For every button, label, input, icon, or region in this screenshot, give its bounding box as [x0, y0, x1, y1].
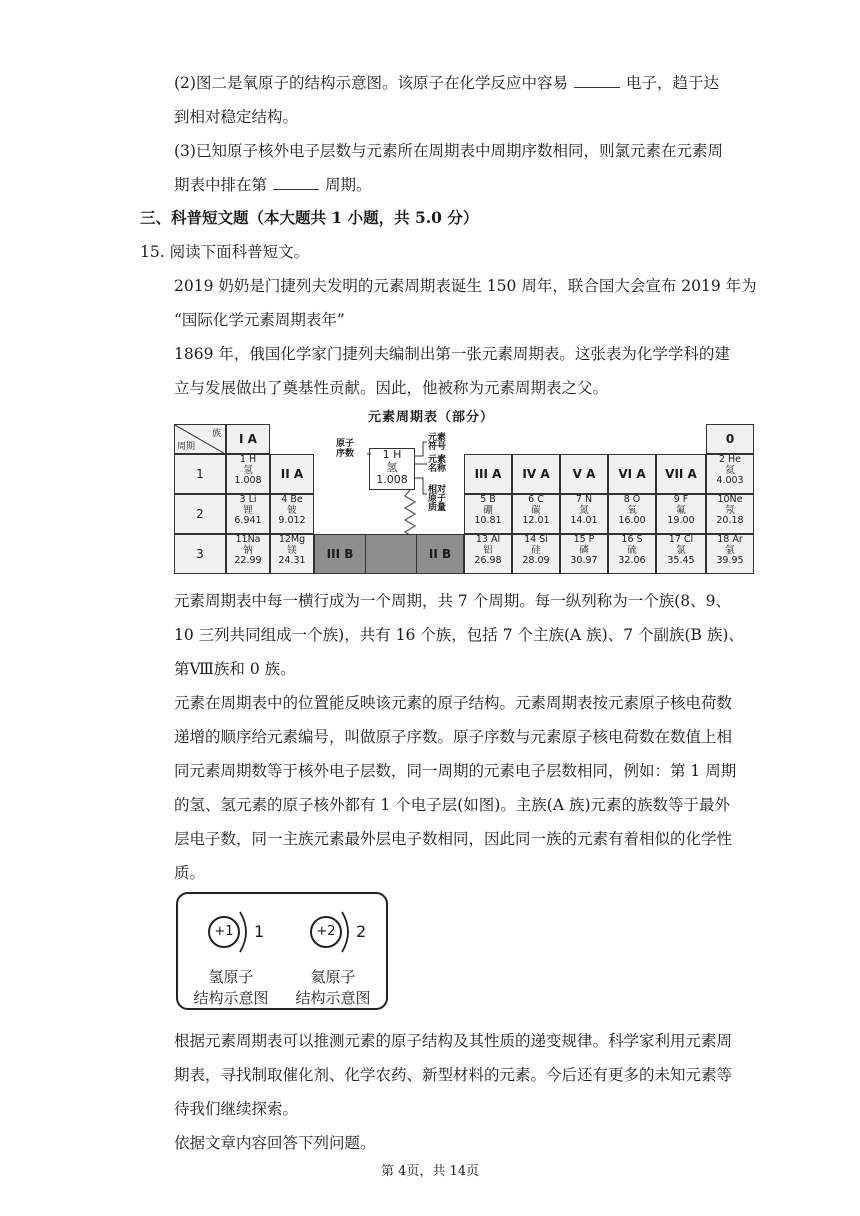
group-label: III B — [326, 547, 354, 561]
element-symbol: 7 N — [575, 494, 593, 505]
element-cell-O — [608, 494, 656, 534]
q15-para3-line2: 10 三列共同组成一个族)，共有 16 个族，包括 7 个主族(A 族)、7 个副族(B 族)、 — [174, 626, 744, 644]
helium-shell-electrons: 2 — [356, 922, 367, 941]
group-label: II A — [280, 467, 304, 481]
group-label: VI A — [618, 467, 646, 481]
group-label: II B — [428, 547, 452, 561]
element-cell-Cl — [656, 534, 706, 574]
transition-metals-gap — [366, 534, 416, 574]
period-number: 2 — [196, 507, 204, 521]
section-heading: 三、科普短文题（本大题共 1 小题，共 5.0 分） — [140, 208, 479, 227]
q15-intro: 15. 阅读下面科普短文。 — [140, 243, 310, 261]
element-mass: 32.06 — [618, 555, 646, 566]
group-header-IIIA — [464, 454, 512, 494]
element-symbol: 6 C — [528, 494, 544, 505]
q15-para4-line6: 质。 — [174, 864, 206, 882]
element-name: 铝 — [483, 544, 493, 556]
group-header-VA — [560, 454, 608, 494]
group-label: I A — [239, 432, 257, 446]
element-mass: 39.95 — [716, 555, 744, 566]
element-name: 氮 — [579, 504, 589, 516]
element-mass: 1.008 — [234, 475, 262, 486]
atom-structure-figure — [176, 892, 388, 1010]
element-symbol: 8 O — [623, 494, 641, 505]
element-symbol: 18 Ar — [717, 534, 743, 545]
legend-sample-mass: 1.008 — [376, 473, 408, 486]
element-symbol: 17 Cl — [668, 534, 694, 545]
q14-part2-line1 — [174, 72, 719, 94]
element-cell-Al — [464, 534, 512, 574]
q15-para1-line1: 2019 奶奶是门捷列夫发明的元素周期表诞生 150 周年，联合国大会宣布 2019 年为 — [174, 277, 757, 295]
group-header-IIIB — [314, 534, 366, 574]
group-header-IVA — [512, 454, 560, 494]
element-name: 硼 — [483, 504, 493, 516]
element-symbol: 5 B — [480, 494, 496, 505]
group-header-IA — [226, 424, 270, 454]
legend-arrows — [357, 432, 437, 502]
q14-part3-line1: (3)已知原子核外电子层数与元素所在周期表中周期序数相同，则氯元素在元素周 — [174, 142, 723, 160]
element-cell-Be — [270, 494, 314, 534]
q15-para6: 依据文章内容回答下列问题。 — [174, 1134, 376, 1152]
helium-shell-arc — [338, 910, 358, 954]
group-label: V A — [572, 467, 596, 481]
q15-para1-line2: “国际化学元素周期表年” — [174, 311, 345, 329]
element-name: 氩 — [725, 544, 735, 556]
table-corner — [174, 424, 226, 454]
q15-para2-line1: 1869 年，俄国化学家门捷列夫编制出第一张元素周期表。这张表为化学学科的建 — [174, 345, 730, 363]
element-cell-Mg — [270, 534, 314, 574]
element-mass: 35.45 — [667, 555, 695, 566]
element-symbol: 3 Li — [239, 494, 257, 505]
element-mass: 14.01 — [570, 515, 598, 526]
hydrogen-shell-arc — [236, 910, 256, 954]
q15-para3-line3: 第Ⅷ族和 0 族。 — [174, 660, 296, 678]
element-cell-Na — [226, 534, 270, 574]
helium-label-2: 结构示意图 — [295, 989, 371, 1007]
element-cell-P — [560, 534, 608, 574]
legend-atomic-number-label-2: 序数 — [336, 449, 355, 459]
periodic-table-figure — [174, 404, 754, 574]
q15-para2-line2: 立与发展做出了奠基性贡献。因此，他被称为元素周期表之父。 — [174, 379, 609, 397]
hydrogen-nucleus: +1 — [208, 916, 240, 948]
element-name: 氟 — [676, 504, 686, 516]
legend-symbol-label: 元素符号 — [428, 433, 447, 452]
q15-para4-line4: 的氢、氢元素的原子核外都有 1 个电子层(如图)。主族(A 族)元素的族数等于最外 — [174, 796, 731, 814]
element-name: 硫 — [627, 544, 637, 556]
element-cell-H — [226, 454, 270, 494]
period-number: 3 — [196, 547, 204, 561]
element-name: 硅 — [531, 544, 541, 556]
element-name: 锂 — [243, 504, 253, 516]
element-symbol: 1 H — [239, 454, 257, 465]
helium-nucleus: +2 — [310, 916, 342, 948]
group-header-IIA — [270, 454, 314, 494]
group-header-IIB — [416, 534, 464, 574]
element-name: 镁 — [287, 544, 297, 556]
element-symbol: 16 S — [621, 534, 643, 545]
element-mass: 12.01 — [522, 515, 550, 526]
element-name: 磷 — [579, 544, 589, 556]
element-mass: 28.09 — [522, 555, 550, 566]
q14-part2-text-b: 电子，趋于达 — [625, 74, 719, 92]
q14-part2-text: (2)图二是氧原子的结构示意图。该原子在化学反应中容易 — [174, 74, 568, 92]
element-symbol: 10Ne — [717, 494, 743, 505]
q15-para5-line3: 待我们继续探索。 — [174, 1100, 299, 1118]
q14-part2-line2: 到相对稳定结构。 — [174, 108, 299, 126]
element-name: 氧 — [627, 504, 637, 516]
q15-para4-line5: 层电子数，同一主族元素最外层电子数相同，因此同一族的元素有着相似的化学性 — [174, 830, 733, 848]
group-label: 0 — [725, 432, 735, 446]
period-label-1 — [174, 454, 226, 494]
element-cell-B — [464, 494, 512, 534]
answer-blank-2[interactable] — [273, 175, 319, 190]
element-name: 氦 — [725, 464, 735, 476]
legend-name-label: 元素名称 — [428, 455, 447, 474]
element-mass: 16.00 — [618, 515, 646, 526]
group-label: VII A — [665, 467, 697, 481]
element-mass: 22.99 — [234, 555, 262, 566]
q15-para5-line2: 期表，寻找制取催化剂、化学农药、新型材料的元素。今后还有更多的未知元素等 — [174, 1066, 733, 1084]
period-label-3 — [174, 534, 226, 574]
element-mass: 10.81 — [474, 515, 502, 526]
q15-para3-line1: 元素周期表中每一横行成为一个周期，共 7 个周期。每一纵列称为一个族(8、9、 — [174, 592, 731, 610]
element-name: 氖 — [725, 504, 735, 516]
element-name: 碳 — [531, 504, 541, 516]
group-label: IV A — [522, 467, 550, 481]
element-symbol: 15 P — [573, 534, 595, 545]
element-symbol: 9 F — [673, 494, 689, 505]
element-name: 氢 — [243, 464, 253, 476]
element-cell-C — [512, 494, 560, 534]
group-header-VIA — [608, 454, 656, 494]
page-footer: 第 4页，共 14页 — [380, 1164, 480, 1179]
hydrogen-label-1: 氢原子 — [208, 968, 254, 986]
periodic-table-title: 元素周期表（部分） — [368, 410, 495, 425]
hydrogen-label-2: 结构示意图 — [193, 989, 269, 1007]
element-name: 氯 — [676, 544, 686, 556]
helium-label-1: 氦原子 — [310, 968, 356, 986]
element-mass: 9.012 — [278, 515, 306, 526]
group-header-0 — [706, 424, 754, 454]
q15-para4-line3: 同元素周期数等于核外电子层数，同一周期的元素电子层数相同，例如：第 1 周期 — [174, 762, 737, 780]
group-label: III A — [474, 467, 502, 481]
element-symbol: 12Mg — [278, 534, 306, 545]
group-header-VIIA — [656, 454, 706, 494]
element-mass: 24.31 — [278, 555, 306, 566]
q15-para4-line1: 元素在周期表中的位置能反映该元素的原子结构。元素周期表按元素原子核电荷数 — [174, 694, 733, 712]
element-cell-S — [608, 534, 656, 574]
legend-sample-name: 氢 — [386, 460, 398, 474]
element-cell-Li — [226, 494, 270, 534]
period-number: 1 — [196, 467, 204, 481]
q15-para4-line2: 递增的顺序给元素编号，叫做原子序数。原子序数与元素原子核电荷数在数值上相 — [174, 728, 733, 746]
legend-sample-symbol: 1 H — [382, 448, 402, 461]
element-symbol: 14 Si — [524, 534, 548, 545]
element-symbol: 2 He — [718, 454, 742, 465]
element-mass: 26.98 — [474, 555, 502, 566]
q14-part3-text: 期表中排在第 — [174, 176, 268, 194]
element-name: 铍 — [287, 504, 297, 516]
corner-label-period: 周期 — [177, 442, 196, 452]
q14-part3-text-b: 周期。 — [325, 176, 372, 194]
element-cell-N — [560, 494, 608, 534]
element-symbol: 11Na — [235, 534, 261, 545]
corner-label-group: 族 — [211, 429, 221, 439]
element-symbol: 4 Be — [281, 494, 303, 505]
element-cell-Ne — [706, 494, 754, 534]
answer-blank-1[interactable] — [574, 73, 620, 88]
legend-atomic-number-label: 原子 — [336, 439, 355, 449]
element-cell-F — [656, 494, 706, 534]
element-cell-Ar — [706, 534, 754, 574]
element-name: 钠 — [243, 544, 253, 556]
period-label-2 — [174, 494, 226, 534]
q14-part3-line2 — [174, 174, 372, 196]
element-mass: 6.941 — [234, 515, 262, 526]
element-mass: 4.003 — [716, 475, 744, 486]
legend-mass-label: 相对原子质量 — [428, 485, 447, 513]
q15-para5-line1: 根据元素周期表可以推测元素的原子结构及其性质的递变规律。科学家利用元素周 — [174, 1032, 733, 1050]
element-mass: 30.97 — [570, 555, 598, 566]
element-cell-Si — [512, 534, 560, 574]
element-symbol: 13 Al — [475, 534, 501, 545]
element-mass: 20.18 — [716, 515, 744, 526]
element-cell-He — [706, 454, 754, 494]
hydrogen-shell-electrons: 1 — [254, 922, 265, 941]
element-mass: 19.00 — [667, 515, 695, 526]
